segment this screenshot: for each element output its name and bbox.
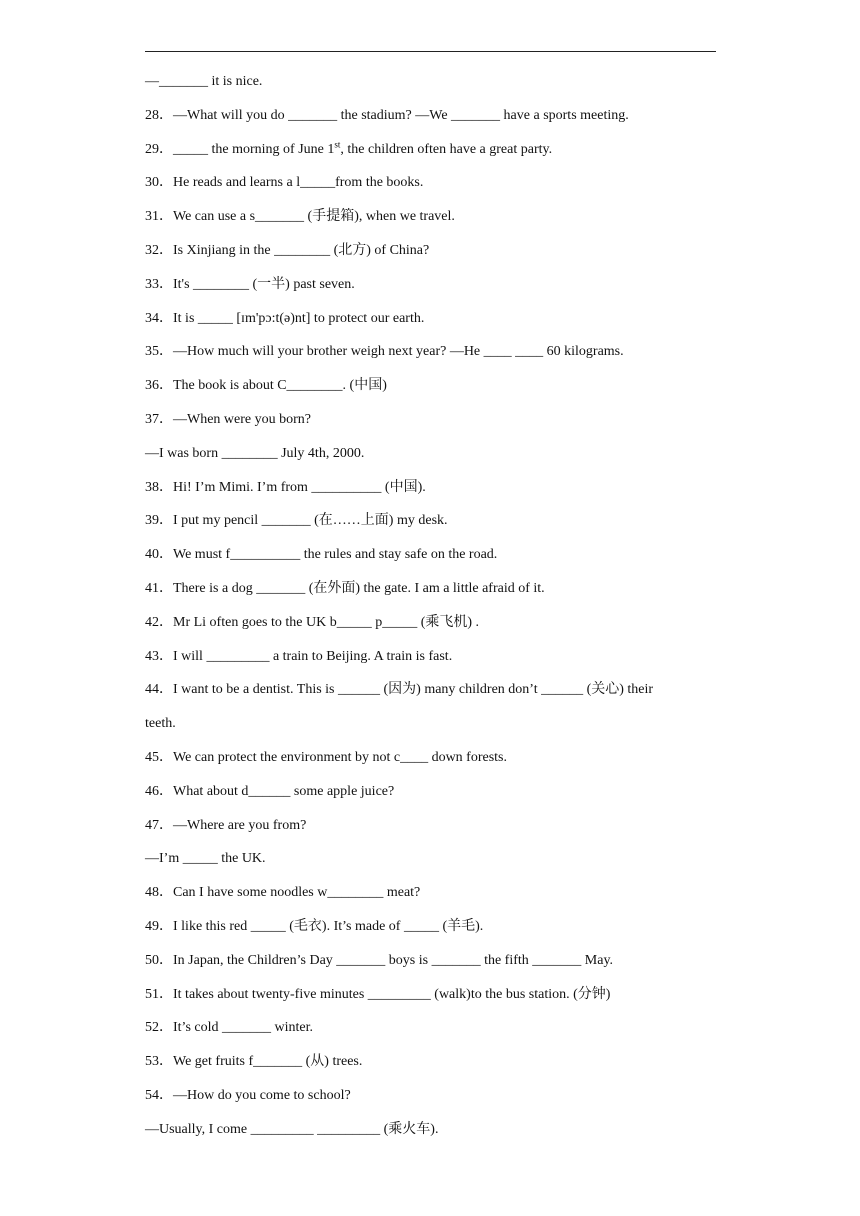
question-34: 34．It is _____ [ɪm'pɔ:t(ə)nt] to protect our earth. — [145, 310, 425, 326]
question-53: 53．We get fruits f_______ (从) trees. — [145, 1054, 363, 1070]
question-29-text-end: , the children often have a great party. — [340, 141, 553, 157]
question-42: 42．Mr Li often goes to the UK b_____ p_____ (乘飞机) . — [145, 614, 480, 630]
question-43: 43．I will _________ a train to Beijing. A train is fast. — [145, 648, 453, 664]
question-33: 33．It's ________ (一半) past seven. — [145, 276, 355, 292]
question-31: 31．We can use a s_______ (手提箱), when we travel. — [145, 209, 455, 225]
question-54: 54．—How do you come to school? — [145, 1087, 351, 1103]
header-rule — [145, 51, 716, 52]
question-51: 51．It takes about twenty-five minutes _________ (walk)to the bus station. (分钟) — [145, 986, 611, 1002]
question-41: 41．There is a dog _______ (在外面) the gate. I am a little afraid of it. — [145, 580, 545, 596]
worksheet-body — [145, 72, 705, 1154]
question-49: 49．I like this red _____ (毛衣). It’s made of _____ (羊毛). — [145, 918, 484, 934]
question-35: 35．—How much will your brother weigh next year? —He ____ ____ 60 kilograms. — [145, 344, 624, 360]
question-40: 40．We must f__________ the rules and stay safe on the road. — [145, 547, 498, 563]
answer-line: —I’m _____ the UK. — [145, 851, 266, 867]
question-44-continued: teeth. — [145, 716, 176, 732]
question-44: 44．I want to be a dentist. This is ______ (因为) many children don’t ______ (关心) their — [145, 682, 654, 698]
question-38: 38．Hi! I’m Mimi. I’m from __________ (中国). — [145, 479, 426, 495]
answer-line: —Usually, I come _________ _________ (乘火车). — [145, 1121, 439, 1137]
question-45: 45．We can protect the environment by not c____ down forests. — [145, 749, 508, 765]
question-50: 50．In Japan, the Children’s Day _______ boys is _______ the fifth _______ May. — [145, 952, 614, 968]
answer-line: —_______ it is nice. — [145, 74, 263, 89]
question-30: 30．He reads and learns a l_____from the books. — [145, 175, 424, 191]
question-36: 36．The book is about C________. (中国) — [145, 378, 387, 394]
question-37: 37．—When were you born? — [145, 411, 312, 427]
question-29-text: 29．_____ the morning of June 1 — [145, 141, 335, 157]
question-46: 46．What about d______ some apple juice? — [145, 783, 395, 799]
answer-line: —I was born ________ July 4th, 2000. — [145, 445, 365, 461]
question-48: 48．Can I have some noodles w________ meat? — [145, 885, 421, 901]
question-32: 32．Is Xinjiang in the ________ (北方) of China? — [145, 242, 430, 258]
question-29 — [145, 140, 705, 174]
ordinal-superscript: st — [334, 138, 341, 149]
question-52: 52．It’s cold _______ winter. — [145, 1020, 313, 1036]
question-47: 47．—Where are you from? — [145, 817, 307, 833]
question-39: 39．I put my pencil _______ (在……上面) my desk. — [145, 513, 448, 529]
question-28: 28．—What will you do _______ the stadium? —We _______ have a sports meeting. — [145, 107, 629, 123]
